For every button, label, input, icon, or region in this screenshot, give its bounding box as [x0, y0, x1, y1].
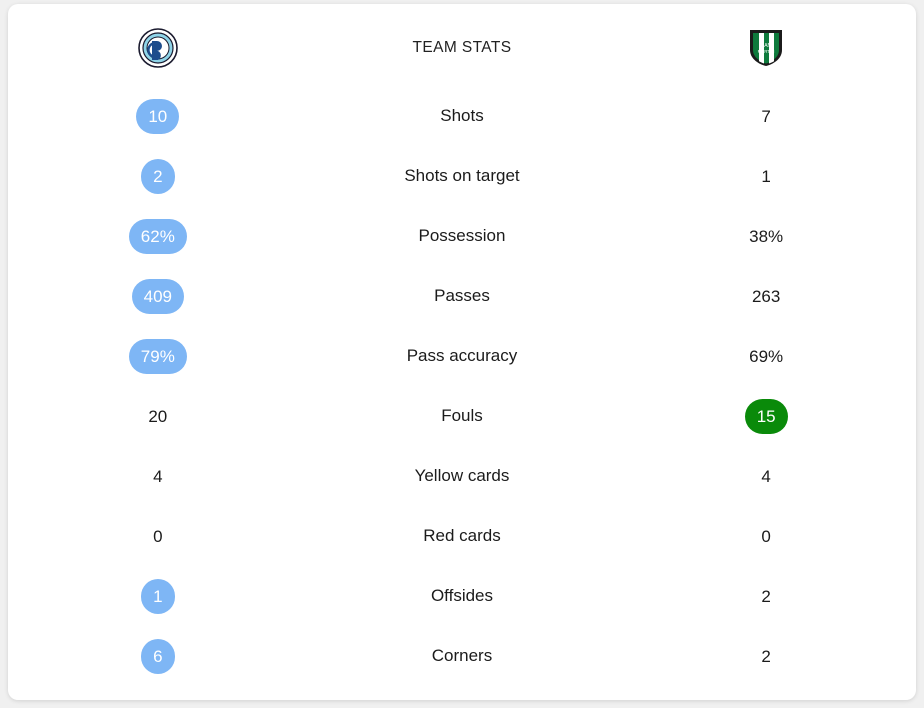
stat-label: Passes — [434, 286, 490, 305]
stat-label-cell — [308, 106, 617, 126]
stat-label-cell — [308, 406, 617, 426]
away-value-cell — [616, 639, 916, 674]
away-value: 4 — [761, 466, 771, 486]
away-value: 2 — [761, 586, 771, 606]
stat-label-cell — [308, 346, 617, 366]
home-value: 79% — [129, 339, 187, 374]
stat-label-cell — [308, 166, 617, 186]
table-row — [8, 626, 916, 686]
stat-label: Possession — [418, 226, 506, 245]
stat-label-cell — [308, 586, 617, 606]
away-value-cell — [616, 99, 916, 134]
table-row — [8, 566, 916, 626]
away-team-crest-cell — [616, 26, 916, 70]
table-row — [8, 146, 916, 206]
home-value-cell — [8, 99, 308, 134]
home-value: 1 — [141, 579, 175, 614]
home-value: 0 — [153, 526, 163, 546]
home-value-cell — [8, 639, 308, 674]
home-value: 4 — [153, 466, 163, 486]
away-value-cell — [616, 339, 916, 374]
stat-label-cell — [308, 286, 617, 306]
away-value: 7 — [761, 106, 771, 126]
away-value-cell — [616, 579, 916, 614]
away-value: 69% — [749, 346, 784, 366]
stat-label: Offsides — [430, 586, 494, 605]
stats-header-row — [8, 10, 916, 86]
belgrano-crest-icon — [136, 26, 180, 70]
stat-label: Red cards — [423, 526, 501, 545]
home-value-cell — [8, 399, 308, 434]
stat-label-cell — [308, 646, 617, 666]
svg-text:SAN: SAN — [761, 43, 772, 49]
home-team-crest-cell — [8, 26, 308, 70]
away-value-cell — [616, 159, 916, 194]
san-martin-crest-icon — [744, 26, 788, 70]
team-stats-card — [8, 4, 916, 700]
table-row — [8, 446, 916, 506]
home-value: 2 — [141, 159, 175, 194]
stat-label: Yellow cards — [414, 466, 510, 485]
home-value: 10 — [136, 99, 179, 134]
away-value-cell — [616, 519, 916, 554]
away-value-cell — [616, 219, 916, 254]
home-value: 6 — [141, 639, 175, 674]
away-value-cell — [616, 279, 916, 314]
stat-label: Shots on target — [404, 166, 520, 185]
stat-label: Fouls — [441, 406, 483, 425]
home-value-cell — [8, 279, 308, 314]
table-row — [8, 506, 916, 566]
table-row — [8, 206, 916, 266]
stats-title-cell — [308, 39, 617, 57]
home-value: 62% — [129, 219, 187, 254]
home-value-cell — [8, 579, 308, 614]
away-value: 38% — [749, 226, 784, 246]
away-value: 2 — [761, 646, 771, 666]
table-row — [8, 86, 916, 146]
home-value-cell — [8, 159, 308, 194]
stat-label: Pass accuracy — [406, 346, 518, 365]
page-title: TEAM STATS — [412, 39, 512, 56]
home-value-cell — [8, 339, 308, 374]
stat-label: Shots — [440, 106, 484, 125]
table-row — [8, 326, 916, 386]
home-value-cell — [8, 519, 308, 554]
stat-label-cell — [308, 526, 617, 546]
home-value: 409 — [132, 279, 184, 314]
home-value-cell — [8, 219, 308, 254]
stat-label: Corners — [431, 646, 493, 665]
home-value: 20 — [148, 406, 168, 426]
away-value: 263 — [751, 286, 781, 306]
away-value-cell — [616, 399, 916, 434]
home-value-cell — [8, 459, 308, 494]
away-value: 15 — [745, 399, 788, 434]
away-value: 0 — [761, 526, 771, 546]
team-stats-table — [8, 4, 916, 686]
svg-text:MARTIN: MARTIN — [757, 49, 775, 54]
table-row — [8, 266, 916, 326]
stat-label-cell — [308, 466, 617, 486]
stat-label-cell — [308, 226, 617, 246]
away-value: 1 — [761, 166, 771, 186]
table-row — [8, 386, 916, 446]
away-value-cell — [616, 459, 916, 494]
